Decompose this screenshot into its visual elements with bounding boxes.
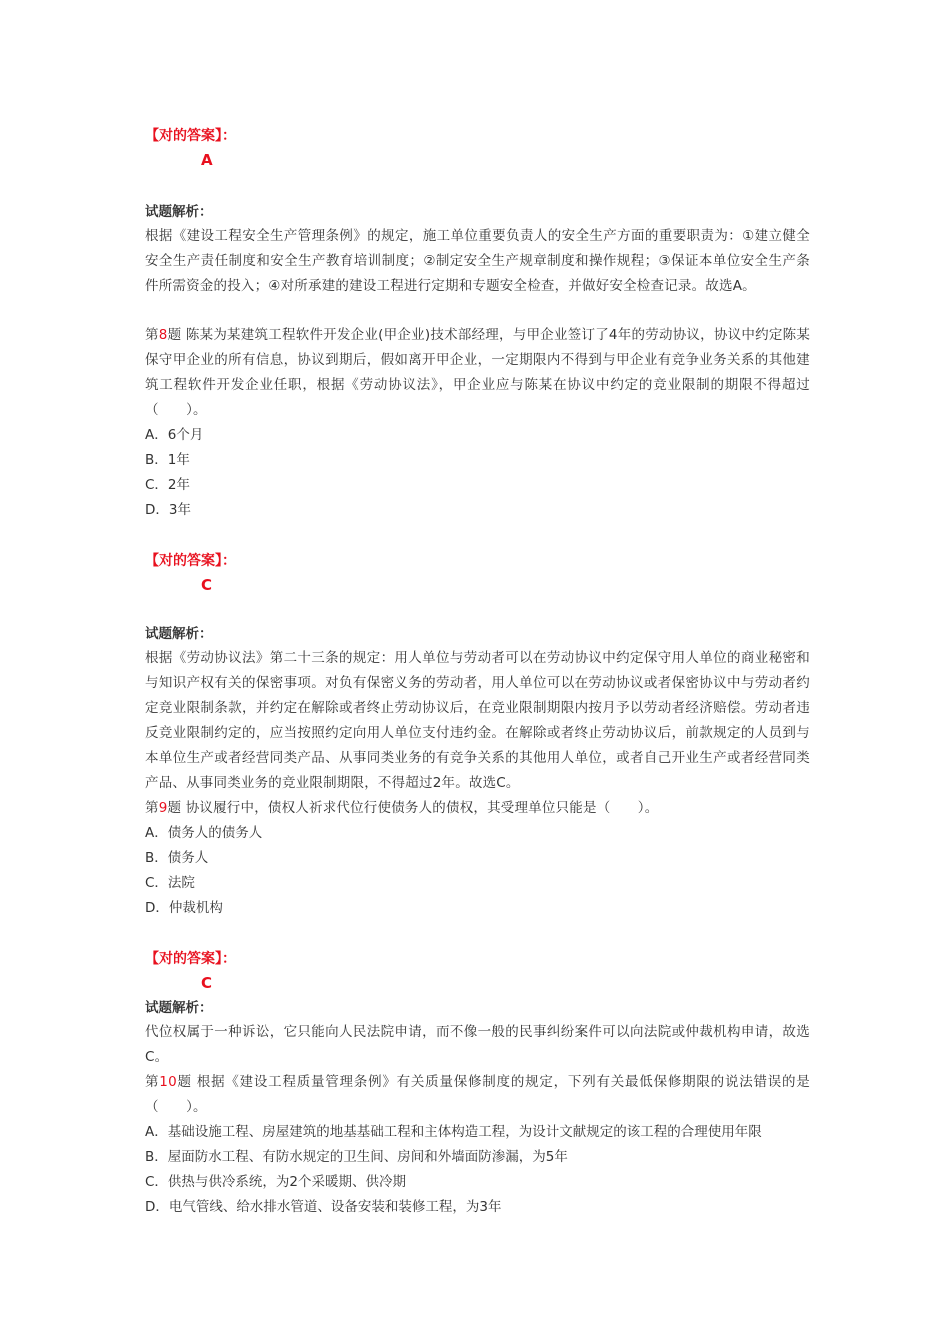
answer-block-7 [145,126,810,170]
question-suffix: 题 [167,327,182,343]
question-prefix: 第 [145,327,159,343]
option-b: B．债务人 [145,850,209,866]
question-number: 8 [158,327,168,343]
option-b: B．屋面防水工程、有防水规定的卫生间、房间和外墙面防渗漏，为5年 [145,1149,568,1165]
question-number: 9 [158,800,168,816]
question-number: 10 [159,1074,177,1090]
correct-answer-label: 【对的答案】： [145,951,236,967]
question-10 [145,1070,810,1220]
explanation-text: 代位权属于一种诉讼，它只能向人民法院申请，而不像一般的民事纠纷案件可以向法院或仲裁机构申请，故选C。 [145,1024,810,1065]
explanation-label: 试题解析： [145,626,213,642]
option-d: D．电气管线、给水排水管道、设备安装和装修工程，为3年 [145,1199,502,1215]
option-a: A．债务人的债务人 [145,825,263,841]
question-text [145,796,810,821]
option-c: C．供热与供冷系统，为2个采暖期、供冷期 [145,1174,407,1190]
explanation-text: 根据《建设工程安全生产管理条例》的规定，施工单位重要负责人的安全生产方面的重要职责为：①建立健全安全生产责任制度和安全生产教育培训制度；②制定安全生产规章制度和操作规程；③保证本单位安全生产条件所需资金的投入；④对所承建的建设工程进行定期和专题安全检查，并做好安全检查记录。故选A。 [145,228,810,294]
question-body: 陈某为某建筑工程软件开发企业(甲企业)技术部经理，与甲企业签订了4年的劳动协议，协议中约定陈某保守甲企业的所有信息，协议到期后，假如离开甲企业，一定期限内不得到与甲企业有竞争业务关系的其他建筑工程软件开发企业任职，根据《劳动协议法》，甲企业应与陈某在协议中约定的竞业限制的期限不得超过（ ）。 [145,327,811,418]
explanation-block-9 [145,998,810,1070]
question-9 [145,796,810,921]
explanation-label: 试题解析： [145,204,213,220]
explanation-block-7 [145,202,810,299]
correct-answer-value: C [201,974,213,992]
explanation-text: 根据《劳动协议法》第二十三条的规定：用人单位与劳动者可以在劳动协议中约定保守用人单位的商业秘密和与知识产权有关的保密事项。对负有保密义务的劳动者，用人单位可以在劳动协议或者保密协议中与劳动者约定竞业限制条款，并约定在解除或者终止劳动协议后，在竞业限制期限内按月予以劳动者经济赔偿。劳动者违反竞业限制约定的，应当按照约定向用人单位支付违约金。在解除或者终止劳动协议后，前款规定的人员到与本单位生产或者经营同类产品、从事同类业务的有竞争关系的其他用人单位，或者自己开业生产或者经营同类产品、从事同类业务的竞业限制期限，不得超过2年。故选C。 [145,650,810,791]
question-body: 协议履行中，债权人祈求代位行使债务人的债权，其受理单位只能是（ ）。 [181,800,659,816]
option-c: C．2年 [145,477,191,493]
correct-answer-label: 【对的答案】： [145,553,236,569]
option-a: A．基础设施工程、房屋建筑的地基基础工程和主体构造工程，为设计文献规定的该工程的合理使用年限 [145,1124,762,1140]
option-d: D．3年 [145,502,191,518]
question-suffix: 题 [176,1074,192,1090]
question-8 [145,323,810,523]
question-body: 根据《建设工程质量管理条例》有关质量保修制度的规定，下列有关最低保修期限的说法错误的是（ ）。 [145,1074,811,1115]
question-text [145,323,810,423]
explanation-label: 试题解析： [145,1000,213,1016]
correct-answer-value: C [201,576,213,594]
option-c: C．法院 [145,875,195,891]
answer-block-9 [145,949,810,993]
question-prefix: 第 [145,800,159,816]
question-prefix: 第 [145,1074,160,1090]
correct-answer-label: 【对的答案】： [145,128,236,144]
option-a: A．6个月 [145,427,204,443]
question-suffix: 题 [167,800,182,816]
option-b: B．1年 [145,452,190,468]
answer-block-8 [145,551,810,595]
explanation-block-8 [145,624,810,796]
option-d: D．仲裁机构 [145,900,223,916]
correct-answer-value: A [201,151,213,169]
question-text [145,1070,810,1120]
